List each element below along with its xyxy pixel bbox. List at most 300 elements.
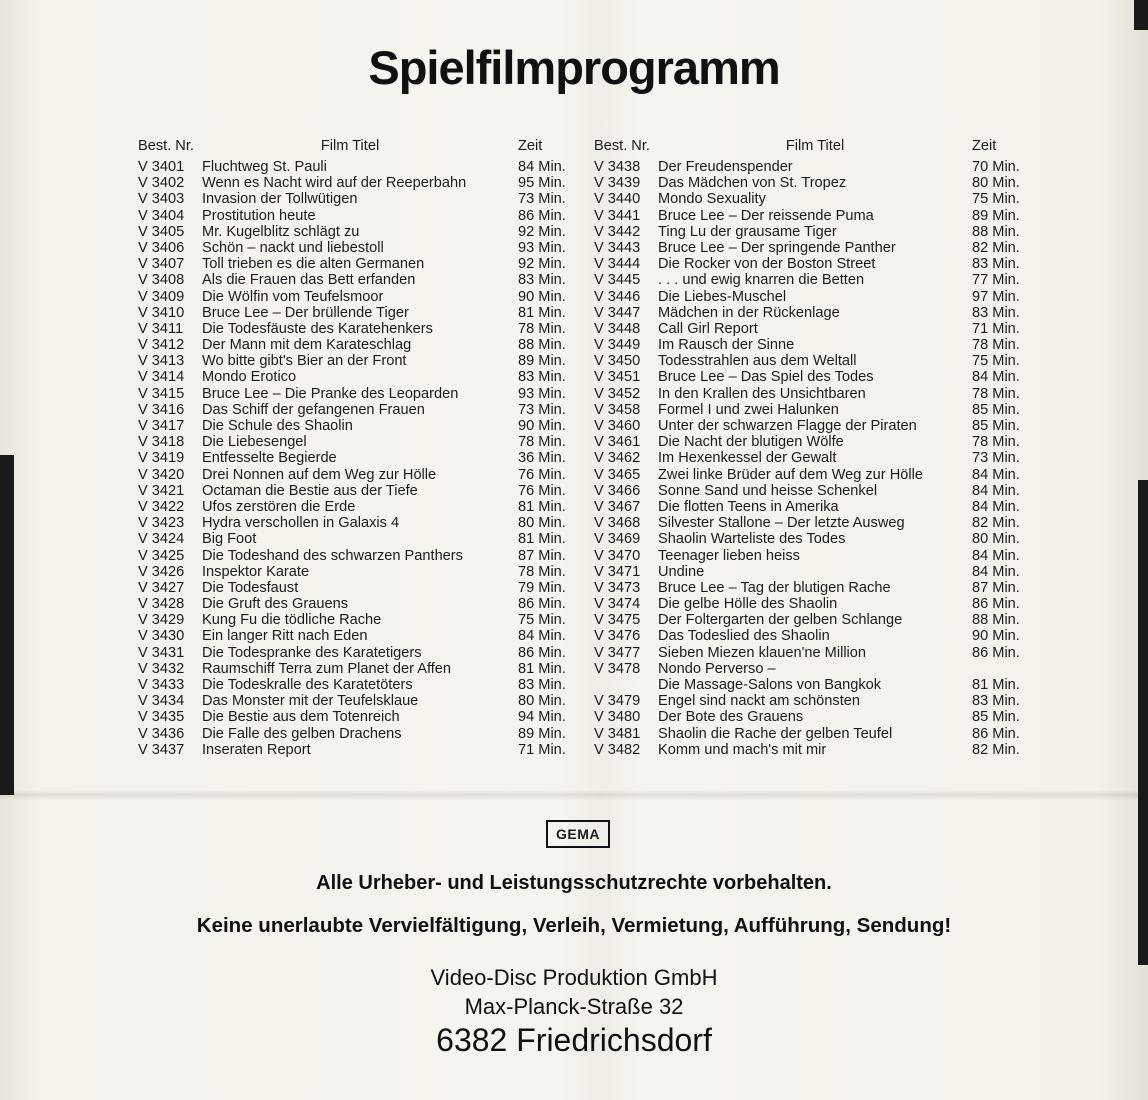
order-number: V 3470 (594, 547, 641, 564)
duration: 89 Min. (972, 207, 1020, 224)
film-title: In den Krallen des Unsichtbaren (658, 385, 866, 402)
film-title: Die Todeshand des schwarzen Panthers (202, 547, 463, 564)
order-number: V 3443 (594, 239, 641, 256)
film-row (138, 531, 578, 547)
duration: 84 Min. (518, 159, 566, 175)
order-number: V 3409 (138, 288, 185, 305)
film-row (594, 742, 1034, 758)
order-number: V 3434 (138, 693, 185, 710)
company-city: 6382 Friedrichsdorf (436, 1022, 712, 1058)
film-title: Der Mann mit dem Karateschlag (202, 337, 412, 354)
film-row (138, 418, 578, 434)
film-title: Die Todesfaust (202, 579, 299, 596)
film-title: Der Foltergarten der gelben Schlange (658, 612, 903, 629)
duration: 89 Min. (518, 725, 566, 742)
film-title: Silvester Stallone – Der letzte Ausweg (658, 515, 905, 532)
duration: 82 Min. (972, 741, 1020, 758)
film-title: Big Foot (202, 531, 257, 548)
film-title: Die gelbe Hölle des Shaolin (658, 596, 838, 613)
film-title: Komm und mach's mit mir (658, 741, 827, 758)
duration: 85 Min. (972, 418, 1020, 434)
order-number: V 3404 (138, 207, 185, 224)
film-row (594, 531, 1034, 547)
film-row (138, 305, 578, 321)
paper-fold (0, 790, 1148, 800)
duration: 78 Min. (518, 434, 566, 451)
duration: 88 Min. (972, 223, 1020, 240)
film-title: Bruce Lee – Die Pranke des Leoparden (202, 385, 459, 402)
film-title: Bruce Lee – Das Spiel des Todes (658, 369, 874, 386)
film-row (594, 240, 1034, 256)
film-title: Als die Frauen das Bett erfanden (202, 272, 416, 289)
column-header (594, 138, 1034, 154)
duration: 76 Min. (518, 482, 566, 499)
usage-restriction-notice: Keine unerlaubte Vervielfältigung, Verleih, Vermietung, Aufführung, Sendung! (196, 914, 952, 937)
duration: 78 Min. (972, 385, 1020, 402)
order-number: V 3420 (138, 466, 185, 483)
duration: 85 Min. (972, 401, 1020, 418)
order-number: V 3460 (594, 418, 641, 434)
film-title: Die Todeskralle des Karatetöters (202, 677, 413, 693)
film-title: Toll trieben es die alten Germanen (202, 256, 425, 273)
film-row (594, 467, 1034, 483)
film-row (138, 337, 578, 353)
film-title: Nondo Perverso – (658, 660, 776, 677)
order-number: V 3416 (138, 401, 185, 418)
header-duration: Zeit (518, 138, 543, 154)
order-number: V 3406 (138, 239, 185, 256)
film-title: Hydra verschollen in Galaxis 4 (202, 515, 400, 532)
film-row (138, 240, 578, 256)
duration: 84 Min. (972, 563, 1020, 580)
duration (972, 661, 1034, 677)
film-row (138, 272, 578, 288)
film-title: Fluchtweg St. Pauli (202, 159, 327, 175)
film-title: Mondo Erotico (202, 369, 297, 386)
film-row (138, 434, 578, 450)
film-row (138, 321, 578, 337)
film-title: Im Rausch der Sinne (658, 337, 795, 354)
film-row (594, 628, 1034, 644)
order-number: V 3442 (594, 223, 641, 240)
header-order-number: Best. Nr. (138, 138, 194, 154)
film-row (594, 693, 1034, 709)
order-number: V 3450 (594, 353, 641, 370)
film-row (138, 467, 578, 483)
film-title: Die Liebes-Muschel (658, 288, 787, 305)
film-title: Schön – nackt und liebestoll (202, 239, 384, 256)
duration: 75 Min. (972, 191, 1020, 208)
order-number: V 3446 (594, 288, 641, 305)
film-title: Die Rocker von der Boston Street (658, 256, 876, 273)
duration: 83 Min. (972, 256, 1020, 273)
order-number: V 3433 (138, 677, 185, 693)
order-number: V 3440 (594, 191, 641, 208)
film-row (138, 353, 578, 369)
film-title: Die flotten Teens in Amerika (658, 498, 839, 515)
order-number: V 3410 (138, 304, 185, 321)
duration: 78 Min. (518, 563, 566, 580)
duration: 84 Min. (972, 466, 1020, 483)
film-title: Das Schiff der gefangenen Frauen (202, 401, 425, 418)
gema-logo: GEMA (546, 820, 610, 848)
order-number: V 3421 (138, 482, 185, 499)
duration: 97 Min. (972, 288, 1020, 305)
duration: 90 Min. (518, 288, 566, 305)
film-row (594, 499, 1034, 515)
order-number: V 3412 (138, 337, 185, 354)
film-title: Mondo Sexuality (658, 191, 766, 208)
order-number: V 3461 (594, 434, 641, 451)
duration: 89 Min. (518, 353, 566, 370)
film-title: Die Todesfäuste des Karatehenkers (202, 320, 433, 337)
order-number: V 3431 (138, 644, 185, 661)
order-number: V 3414 (138, 369, 185, 386)
film-row (594, 418, 1034, 434)
duration: 80 Min. (972, 531, 1020, 548)
film-row (138, 483, 578, 499)
duration: 77 Min. (972, 272, 1020, 289)
film-row (594, 677, 1034, 693)
duration: 80 Min. (518, 515, 566, 532)
film-row (594, 272, 1034, 288)
duration: 75 Min. (972, 353, 1020, 370)
order-number: V 3401 (138, 159, 185, 175)
film-row (594, 483, 1034, 499)
film-row (594, 596, 1034, 612)
order-number: V 3411 (138, 320, 184, 337)
film-row (594, 402, 1034, 418)
duration: 90 Min. (518, 418, 566, 434)
duration: 83 Min. (972, 693, 1020, 710)
film-row (594, 612, 1034, 628)
order-number: V 3467 (594, 498, 641, 515)
order-number: V 3432 (138, 660, 185, 677)
duration: 92 Min. (518, 256, 566, 273)
film-row (594, 580, 1034, 596)
duration: 86 Min. (972, 644, 1020, 661)
order-number: V 3475 (594, 612, 641, 629)
film-title: Ein langer Ritt nach Eden (202, 628, 368, 645)
film-row (594, 175, 1034, 191)
order-number: V 3422 (138, 498, 185, 515)
duration: 78 Min. (518, 320, 566, 337)
film-row (138, 612, 578, 628)
film-title: Invasion der Tollwütigen (202, 191, 358, 208)
duration: 92 Min. (518, 223, 566, 240)
film-title: Der Freudenspender (658, 159, 793, 175)
order-number: V 3482 (594, 741, 641, 758)
duration: 71 Min. (518, 741, 566, 758)
order-number: V 3407 (138, 256, 185, 273)
film-title: Drei Nonnen auf dem Weg zur Hölle (202, 466, 437, 483)
order-number: V 3428 (138, 596, 185, 613)
film-row (594, 515, 1034, 531)
duration: 81 Min. (518, 531, 566, 548)
order-number: V 3438 (594, 159, 641, 175)
film-title: Undine (658, 563, 705, 580)
film-title: Der Bote des Grauens (658, 709, 804, 726)
duration: 70 Min. (972, 159, 1020, 175)
film-title: Bruce Lee – Der springende Panther (658, 239, 896, 256)
order-number: V 3415 (138, 385, 185, 402)
duration: 81 Min. (518, 498, 566, 515)
duration: 81 Min. (972, 677, 1020, 693)
film-title: Die Bestie aus dem Totenreich (202, 709, 400, 726)
film-title: Die Massage-Salons von Bangkok (658, 677, 882, 693)
film-row (138, 159, 578, 175)
order-number: V 3466 (594, 482, 641, 499)
film-title: Entfesselte Begierde (202, 450, 337, 467)
film-title: Das Mädchen von St. Tropez (658, 175, 847, 192)
film-row (138, 677, 578, 693)
duration: 81 Min. (518, 304, 566, 321)
scan-edge-left (0, 455, 14, 795)
film-title: Engel sind nackt am schönsten (658, 693, 860, 710)
order-number (594, 677, 658, 693)
order-number: V 3481 (594, 725, 641, 742)
duration: 36 Min. (518, 450, 566, 467)
duration: 86 Min. (518, 644, 566, 661)
duration: 81 Min. (518, 660, 566, 677)
film-row (138, 661, 578, 677)
duration: 90 Min. (972, 628, 1020, 645)
film-row (138, 386, 578, 402)
duration: 82 Min. (972, 239, 1020, 256)
film-list-left (138, 138, 578, 758)
duration: 78 Min. (972, 434, 1020, 451)
order-number: V 3408 (138, 272, 185, 289)
film-row (594, 353, 1034, 369)
film-title: Prostitution heute (202, 207, 316, 224)
film-row (138, 580, 578, 596)
duration: 83 Min. (972, 304, 1020, 321)
film-title: Raumschiff Terra zum Planet der Affen (202, 660, 452, 677)
duration: 84 Min. (972, 482, 1020, 499)
film-title: Die Wölfin vom Teufelsmoor (202, 288, 384, 305)
order-number: V 3478 (594, 660, 641, 677)
order-number: V 3462 (594, 450, 641, 467)
film-row (594, 726, 1034, 742)
film-row (138, 289, 578, 305)
copyright-notice: Alle Urheber- und Leistungsschutzrechte vorbehalten. (316, 872, 832, 894)
page-title: Spielfilmprogramm (368, 41, 780, 94)
order-number: V 3451 (594, 369, 641, 386)
order-number: V 3403 (138, 191, 185, 208)
duration: 76 Min. (518, 466, 566, 483)
order-number: V 3439 (594, 175, 641, 192)
film-title: Ting Lu der grausame Tiger (658, 223, 837, 240)
film-row (594, 191, 1034, 207)
film-row (594, 224, 1034, 240)
film-row (594, 289, 1034, 305)
film-title: Wenn es Nacht wird auf der Reeperbahn (202, 175, 467, 192)
duration: 73 Min. (972, 450, 1020, 467)
film-row (594, 208, 1034, 224)
order-number: V 3468 (594, 515, 641, 532)
film-row (138, 628, 578, 644)
film-title: Die Falle des gelben Drachens (202, 725, 402, 742)
film-title: Bruce Lee – Tag der blutigen Rache (658, 579, 891, 596)
order-number: V 3437 (138, 741, 185, 758)
duration: 71 Min. (972, 320, 1020, 337)
company-name: Video-Disc Produktion GmbH (430, 965, 718, 990)
film-row (594, 386, 1034, 402)
column-header (138, 138, 578, 154)
duration: 80 Min. (972, 175, 1020, 192)
duration: 83 Min. (518, 677, 566, 693)
film-row (138, 693, 578, 709)
header-film-title: Film Titel (785, 138, 845, 154)
order-number: V 3448 (594, 320, 641, 337)
film-title: Teenager lieben heiss (658, 547, 800, 564)
film-title: Die Liebesengel (202, 434, 307, 451)
order-number: V 3479 (594, 693, 641, 710)
order-number: V 3418 (138, 434, 185, 451)
company-street: Max-Planck-Straße 32 (464, 994, 684, 1019)
film-title: Die Schule des Shaolin (202, 418, 353, 434)
duration: 86 Min. (518, 596, 566, 613)
film-title: Die Gruft des Grauens (202, 596, 349, 613)
film-row (594, 256, 1034, 272)
duration: 88 Min. (518, 337, 566, 354)
film-rows-left (138, 159, 578, 758)
film-row (594, 337, 1034, 353)
duration: 83 Min. (518, 369, 566, 386)
film-title: Die Nacht der blutigen Wölfe (658, 434, 844, 451)
order-number: V 3444 (594, 256, 641, 273)
film-title: Die Todespranke des Karatetigers (202, 644, 422, 661)
duration: 88 Min. (972, 612, 1020, 629)
film-row (138, 499, 578, 515)
film-title: Mädchen in der Rückenlage (658, 304, 840, 321)
film-title: Sieben Miezen klauen'ne Million (658, 644, 867, 661)
order-number: V 3419 (138, 450, 185, 467)
order-number: V 3465 (594, 466, 641, 483)
duration: 84 Min. (972, 498, 1020, 515)
film-title: . . . und ewig knarren die Betten (658, 272, 865, 289)
duration: 73 Min. (518, 191, 566, 208)
film-row (138, 709, 578, 725)
film-title: Wo bitte gibt's Bier an der Front (202, 353, 407, 370)
film-row (138, 191, 578, 207)
duration: 78 Min. (972, 337, 1020, 354)
order-number: V 3480 (594, 709, 641, 726)
order-number: V 3417 (138, 418, 185, 434)
order-number: V 3447 (594, 304, 641, 321)
film-row (594, 305, 1034, 321)
duration: 93 Min. (518, 385, 566, 402)
header-duration: Zeit (972, 138, 997, 154)
duration: 79 Min. (518, 579, 566, 596)
order-number: V 3424 (138, 531, 185, 548)
order-number: V 3474 (594, 596, 641, 613)
duration: 84 Min. (972, 369, 1020, 386)
header-order-number: Best. Nr. (594, 138, 650, 154)
film-row (594, 369, 1034, 385)
film-title: Bruce Lee – Der brüllende Tiger (202, 304, 409, 321)
header-film-title: Film Titel (320, 138, 380, 154)
order-number: V 3436 (138, 725, 185, 742)
film-title: Shaolin die Rache der gelben Teufel (658, 725, 893, 742)
order-number: V 3402 (138, 175, 185, 192)
film-row (594, 434, 1034, 450)
order-number: V 3445 (594, 272, 641, 289)
film-title: Inseraten Report (202, 741, 311, 758)
duration: 95 Min. (518, 175, 566, 192)
film-row (138, 175, 578, 191)
order-number: V 3427 (138, 579, 185, 596)
film-row (138, 596, 578, 612)
duration: 87 Min. (518, 547, 566, 564)
film-row (138, 450, 578, 466)
film-row (594, 548, 1034, 564)
duration: 87 Min. (972, 579, 1020, 596)
film-row (594, 645, 1034, 661)
film-row (138, 256, 578, 272)
film-title: Shaolin Warteliste des Todes (658, 531, 846, 548)
order-number: V 3435 (138, 709, 185, 726)
duration: 73 Min. (518, 401, 566, 418)
order-number: V 3430 (138, 628, 185, 645)
duration: 84 Min. (518, 628, 566, 645)
order-number: V 3458 (594, 401, 641, 418)
scan-edge-right-top (1134, 0, 1148, 30)
film-title: Im Hexenkessel der Gewalt (658, 450, 837, 467)
film-row (594, 450, 1034, 466)
film-title: Call Girl Report (658, 320, 758, 337)
film-rows-right (594, 159, 1034, 758)
duration: 86 Min. (972, 596, 1020, 613)
order-number: V 3469 (594, 531, 641, 548)
order-number: V 3423 (138, 515, 185, 532)
film-row (138, 369, 578, 385)
film-row (138, 548, 578, 564)
order-number: V 3476 (594, 628, 641, 645)
film-title: Das Monster mit der Teufelsklaue (202, 693, 419, 710)
film-row (138, 208, 578, 224)
film-row (138, 224, 578, 240)
duration: 86 Min. (972, 725, 1020, 742)
film-title: Octaman die Bestie aus der Tiefe (202, 482, 418, 499)
order-number: V 3471 (594, 563, 641, 580)
duration: 75 Min. (518, 612, 566, 629)
film-row (594, 709, 1034, 725)
film-row (138, 564, 578, 580)
order-number: V 3429 (138, 612, 185, 629)
film-row (138, 402, 578, 418)
film-row (594, 661, 1034, 677)
film-row (138, 726, 578, 742)
duration: 80 Min. (518, 693, 566, 710)
film-title: Todesstrahlen aus dem Weltall (658, 353, 857, 370)
film-row (594, 159, 1034, 175)
order-number: V 3477 (594, 644, 641, 661)
film-title: Das Todeslied des Shaolin (658, 628, 830, 645)
film-row (138, 515, 578, 531)
film-row (138, 645, 578, 661)
duration: 83 Min. (518, 272, 566, 289)
film-list-right (594, 138, 1034, 758)
order-number: V 3405 (138, 223, 185, 240)
order-number: V 3473 (594, 579, 641, 596)
film-row (594, 564, 1034, 580)
film-title: Sonne Sand und heisse Schenkel (658, 482, 878, 499)
film-title: Ufos zerstören die Erde (202, 498, 356, 515)
order-number: V 3449 (594, 337, 641, 354)
duration: 93 Min. (518, 239, 566, 256)
duration: 84 Min. (972, 547, 1020, 564)
